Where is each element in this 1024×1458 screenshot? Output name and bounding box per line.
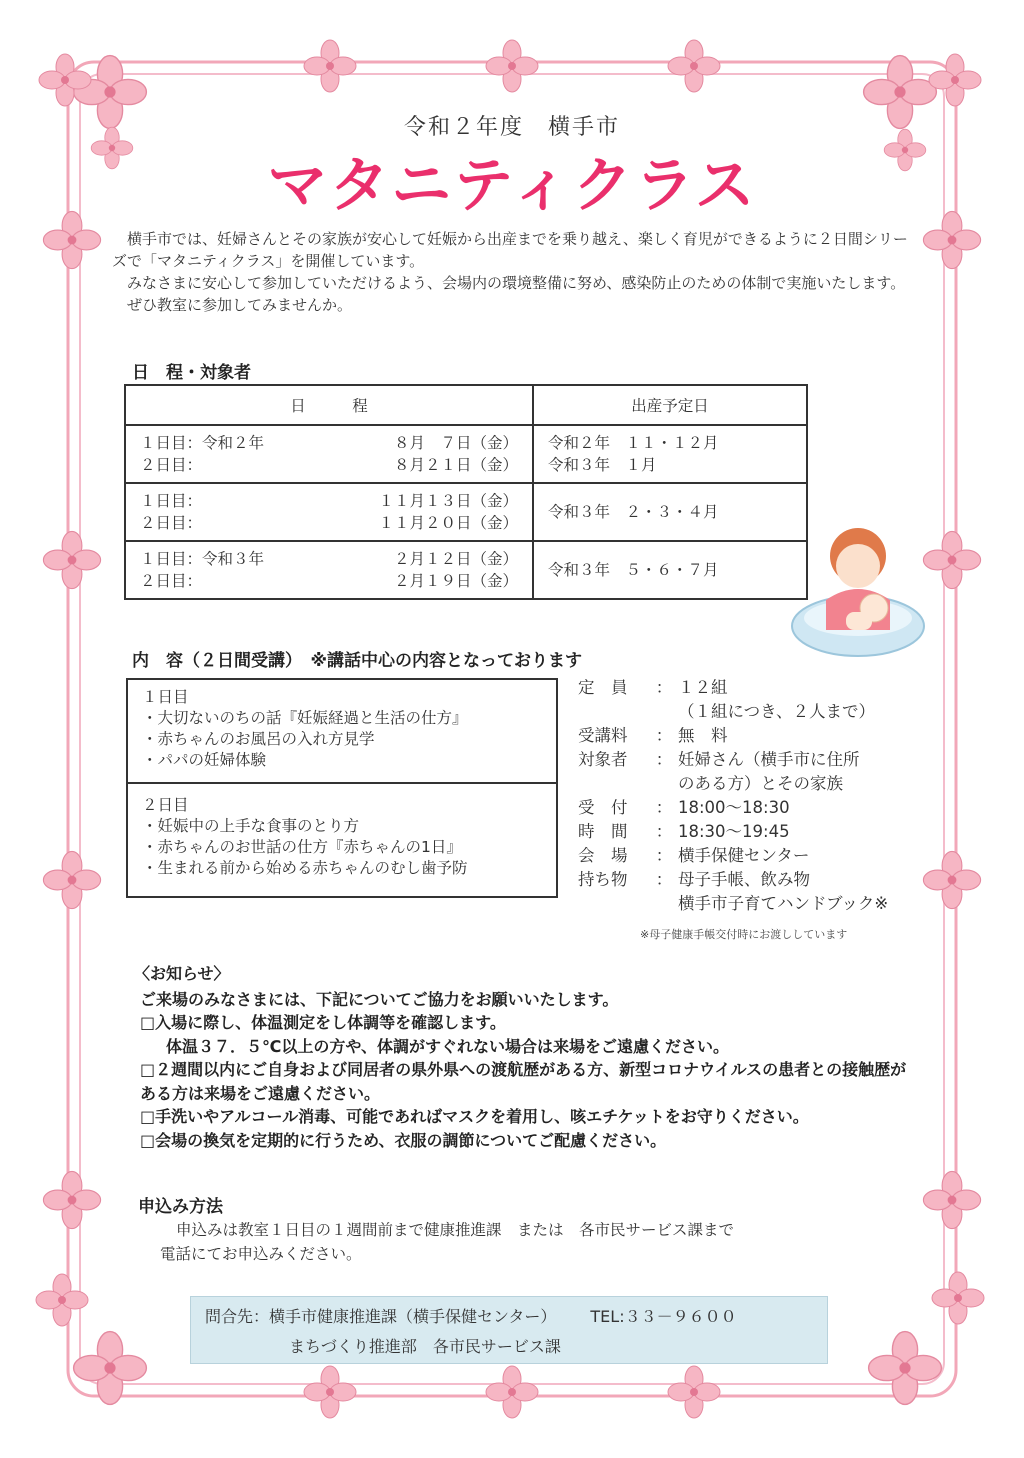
contact-box (190, 1296, 828, 1364)
intro-paragraph: ぜひ教室に参加してみませんか。 (112, 296, 353, 314)
intro-paragraph: 横手市では、妊婦さんとその家族が安心して妊娠から出産までを乗り越え、楽しく育児ができるように２日間シリーズで「マタニティクラス」を開催しています。 (112, 230, 908, 270)
day1-list (142, 708, 542, 771)
info-key: 会 場 (578, 846, 628, 865)
info-row (578, 868, 948, 892)
page-subtitle: 令和２年度 横手市 (403, 115, 620, 140)
contact-org: まちづくり推進部 各市民サービス課 (289, 1337, 561, 1356)
day2-content-box (126, 782, 558, 898)
info-row (578, 700, 948, 724)
list-item: ・パパの妊婦体験 (142, 751, 267, 769)
apply-line: 申込みは教室１日目の１週間前まで健康推進課 または 各市民サービス課まで (176, 1221, 735, 1239)
day-label: １日目： (140, 492, 203, 510)
info-value: 横手市子育てハンドブック※ (678, 894, 889, 913)
day-label: １日目：令和２年 (140, 434, 265, 452)
flower-icon (304, 40, 356, 92)
due-value: 令和２年 １１・１２月 (548, 434, 719, 452)
info-row (578, 820, 948, 844)
info-key (578, 700, 650, 724)
info-value: 無 料 (678, 726, 728, 745)
day-label: ２日目： (140, 572, 203, 590)
apply-line: 電話にてお申込みください。 (160, 1245, 362, 1263)
info-colon: ： (655, 798, 673, 817)
info-value: 18:00～18:30 (678, 798, 790, 817)
info-value: （１組につき、２人まで） (678, 702, 876, 721)
flower-icon (923, 531, 980, 588)
flower-icon (668, 40, 720, 92)
info-value: のある方）とその家族 (678, 774, 843, 793)
info-row (578, 892, 948, 916)
intro-paragraph: みなさまに安心して参加していただけるよう、会場内の環境整備に努め、感染防止のための体制で実施いたします。 (112, 274, 906, 292)
list-item: ・生まれる前から始める赤ちゃんのむし歯予防 (142, 859, 468, 877)
table-header-row (125, 385, 807, 425)
info-row (578, 676, 948, 700)
day1-title: １日目 (142, 688, 189, 706)
day2-title: ２日目 (142, 796, 189, 814)
schedule-cell (125, 425, 533, 483)
apply-text (160, 1218, 920, 1266)
due-cell (533, 425, 807, 483)
day2-list (142, 816, 542, 879)
info-key: 受講料 (578, 726, 628, 745)
date-value: ２月１２日（金） (393, 550, 518, 568)
page-title: マタニティクラス (267, 151, 757, 221)
list-item: ・妊娠中の上手な食事のとり方 (142, 817, 360, 835)
list-item: ・大切ないのちの話『妊娠経過と生活の仕方』 (142, 709, 468, 727)
due-cell (533, 483, 807, 541)
notice-line: □入場に際し、体温測定をし体調等を確認します。 (140, 1013, 506, 1032)
class-info (578, 676, 948, 916)
info-key: 時 間 (578, 822, 628, 841)
info-colon: ： (655, 822, 673, 841)
info-value: 横手保健センター (678, 846, 810, 865)
schedule-heading: 日 程・対象者 (132, 363, 251, 383)
day1-content-box (126, 678, 558, 784)
due-cell (533, 541, 807, 599)
handbook-note: ※母子健康手帳交付時にお渡ししています (640, 928, 848, 941)
list-item: ・赤ちゃんのお世話の仕方『赤ちゃんの1日』 (142, 838, 462, 856)
flower-icon (43, 531, 100, 588)
mother-baby-bath-illustration (792, 528, 924, 656)
schedule-cell (125, 541, 533, 599)
schedule-cell (125, 483, 533, 541)
contact-org: 横手市健康推進課（横手保健センター） (269, 1307, 557, 1326)
flower-icon (304, 1366, 356, 1418)
intro-text (112, 228, 920, 316)
info-key: 定 員 (578, 678, 628, 697)
due-value: 令和３年 １月 (548, 456, 657, 474)
flower-icon (668, 1366, 720, 1418)
info-colon: ： (655, 750, 673, 769)
info-colon: ： (655, 678, 673, 697)
date-value: １１月１３日（金） (378, 492, 518, 510)
info-colon (650, 700, 678, 724)
apply-heading: 申込み方法 (138, 1197, 223, 1217)
info-value: 18:30～19:45 (678, 822, 790, 841)
table-row (125, 483, 807, 541)
flower-icon (932, 1272, 984, 1324)
table-row (125, 541, 807, 599)
notice-heading: 〈お知らせ〉 (134, 964, 230, 983)
notice-line: □会場の換気を定期的に行うため、衣服の調節についてご配慮ください。 (140, 1130, 667, 1150)
list-item: ・赤ちゃんのお風呂の入れ方見学 (142, 730, 375, 748)
table-row (125, 425, 807, 483)
schedule-table (124, 384, 808, 600)
info-key: 対象者 (578, 750, 628, 769)
info-colon: ： (655, 846, 673, 865)
due-value: 令和３年 ５・６・７月 (548, 561, 719, 579)
contents-heading: 内 容（２日間受講） ※講話中心の内容となっております (132, 651, 583, 671)
info-key (578, 772, 650, 796)
date-value: １１月２０日（金） (378, 514, 518, 532)
flower-icon (486, 40, 538, 92)
info-row (578, 772, 948, 796)
info-value: 母子手帳、飲み物 (678, 870, 810, 889)
info-key (578, 892, 650, 916)
info-key: 受 付 (578, 798, 628, 817)
info-value: １２組 (678, 678, 728, 697)
info-colon: ： (655, 726, 673, 745)
flower-icon (923, 1171, 980, 1228)
column-header-due: 出産予定日 (533, 385, 807, 425)
contact-tel: TEL:３３－９６００ (590, 1307, 737, 1326)
date-value: ８月２１日（金） (393, 456, 518, 474)
flower-icon (486, 1366, 538, 1418)
flower-icon (43, 1171, 100, 1228)
info-row (578, 748, 948, 772)
day-label: ２日目： (140, 514, 203, 532)
column-header-schedule: 日 程 (125, 385, 533, 425)
info-key: 持ち物 (578, 870, 628, 889)
info-row (578, 796, 948, 820)
day-label: ２日目： (140, 456, 203, 474)
info-row (578, 844, 948, 868)
flower-icon (43, 851, 100, 908)
day-label: １日目：令和３年 (140, 550, 265, 568)
notice-section (134, 962, 920, 1152)
notice-line: □２週間以内にご自身および同居者の県外県への渡航歴がある方、新型コロナウイルスの患者との接触歴がある方は来場をご遠慮ください。 (140, 1060, 907, 1103)
info-colon: ： (655, 870, 673, 889)
contact-label: 問合先： (205, 1307, 270, 1326)
flower-icon (869, 1332, 942, 1405)
info-value: 妊婦さん（横手市に住所 (678, 750, 860, 769)
due-value: 令和３年 ２・３・４月 (548, 503, 719, 521)
notice-line: ご来場のみなさまには、下記についてご協力をお願いいたします。 (140, 989, 619, 1009)
notice-line: □手洗いやアルコール消毒、可能であればマスクを着用し、咳エチケットをお守りください。 (140, 1107, 809, 1126)
notice-line: 体温３７．５℃以上の方や、体調がすぐれない場合は来場をご遠慮ください。 (166, 1036, 730, 1056)
info-row (578, 724, 948, 748)
date-value: ８月 ７日（金） (393, 434, 518, 452)
date-value: ２月１９日（金） (393, 572, 518, 590)
info-colon (650, 892, 678, 916)
info-colon (650, 772, 678, 796)
